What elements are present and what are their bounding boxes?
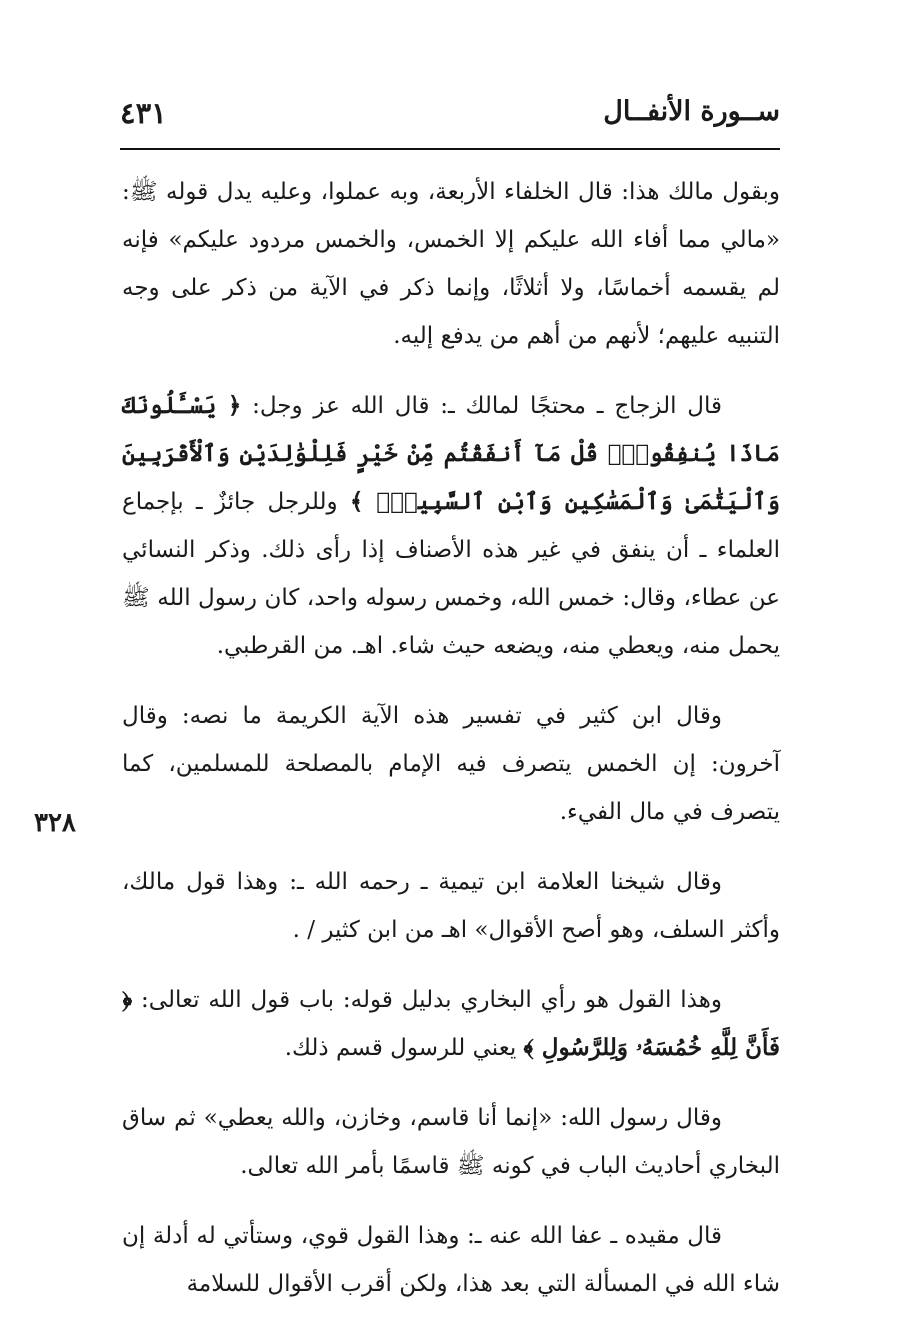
paragraph-7: قال مقيده ـ عفا الله عنه ـ: وهذا القول قوي، وستأتي له أدلة إن شاء الله في المسألة التي بعد هذا، ولكن أقرب الأقوال للسلامة bbox=[122, 1223, 780, 1297]
header-rule bbox=[120, 148, 780, 150]
paragraph-2-rest: وللرجل جائزٌ ـ بإجماع العلماء ـ أن ينفق في غير هذه الأصناف إذا رأى ذلك. وذكر النسائي عن عطاء، وقال: خمس الله، وخمس رسوله واحد، كان رسول الله ﷺ يحمل منه، ويعطي منه، ويضعه حيث شاء. اهـ. من القرطبي. bbox=[122, 489, 780, 659]
paragraph-1: وبقول مالك هذا: قال الخلفاء الأربعة، وبه عملوا، وعليه يدل قوله ﷺ: «مالي مما أفاء الله عليكم إلا الخمس، والخمس مردود عليكم» فإنه لم يقسمه أخماسًا، ولا أثلاثًا، وإنما ذكر في الآية من ذكر على وجه التنبيه عليهم؛ لأنهم من أهم من يدفع إليه. bbox=[122, 179, 780, 349]
paragraph-3: وقال ابن كثير في تفسير هذه الآية الكريمة ما نصه: وقال آخرون: إن الخمس يتصرف فيه الإمام بالمصلحة للمسلمين، كما يتصرف في مال الفيء. bbox=[122, 703, 780, 825]
surah-title: ســورة الأنفــال bbox=[603, 96, 780, 127]
paragraph-5 bbox=[122, 976, 780, 1072]
paragraph-4: وقال شيخنا العلامة ابن تيمية ـ رحمه الله ـ: وهذا قول مالك، وأكثر السلف، وهو أصح الأقوال» اهـ من ابن كثير / . bbox=[122, 869, 780, 943]
paragraph-5-intro: وهذا القول هو رأي البخاري بدليل قوله: باب قول الله تعالى: bbox=[132, 987, 722, 1013]
paragraph-6: وقال رسول الله: «إنما أنا قاسم، وخازن، والله يعطي» ثم ساق البخاري أحاديث الباب في كونه ﷺ قاسمًا بأمر الله تعالى. bbox=[122, 1105, 780, 1179]
paragraph-2-intro: قال الزجاج ـ محتجًا لمالك ـ: قال الله عز وجل: bbox=[241, 393, 722, 419]
paragraph-5-rest: يعني للرسول قسم ذلك. bbox=[284, 1035, 524, 1061]
page-number: ٤٣١ bbox=[120, 96, 167, 130]
margin-page-reference: ٣٢٨ bbox=[34, 808, 76, 838]
quran-verse-anfal: ﴿ فَأَنَّ لِلَّهِ خُمُسَهُۥ وَلِلرَّسُولِ ﴾ bbox=[122, 986, 780, 1061]
page-body bbox=[122, 168, 780, 1330]
page-header bbox=[120, 96, 780, 144]
quran-verse-baqarah: ﴿ يَسْـَٔلُونَكَ مَاذَا يُنفِقُونَۖ قُلْ مَآ أَنفَقْتُم مِّنْ خَيْرٍ فَلِلْوَٰلِدَيْنِ وَٱلْأَقْرَبِينَ وَٱلْيَتَٰمَىٰ وَٱلْمَسَٰكِينِ وَٱبْنِ ٱلسَّبِيلِۗ ﴾ bbox=[122, 392, 780, 515]
paragraph-2 bbox=[122, 382, 780, 670]
